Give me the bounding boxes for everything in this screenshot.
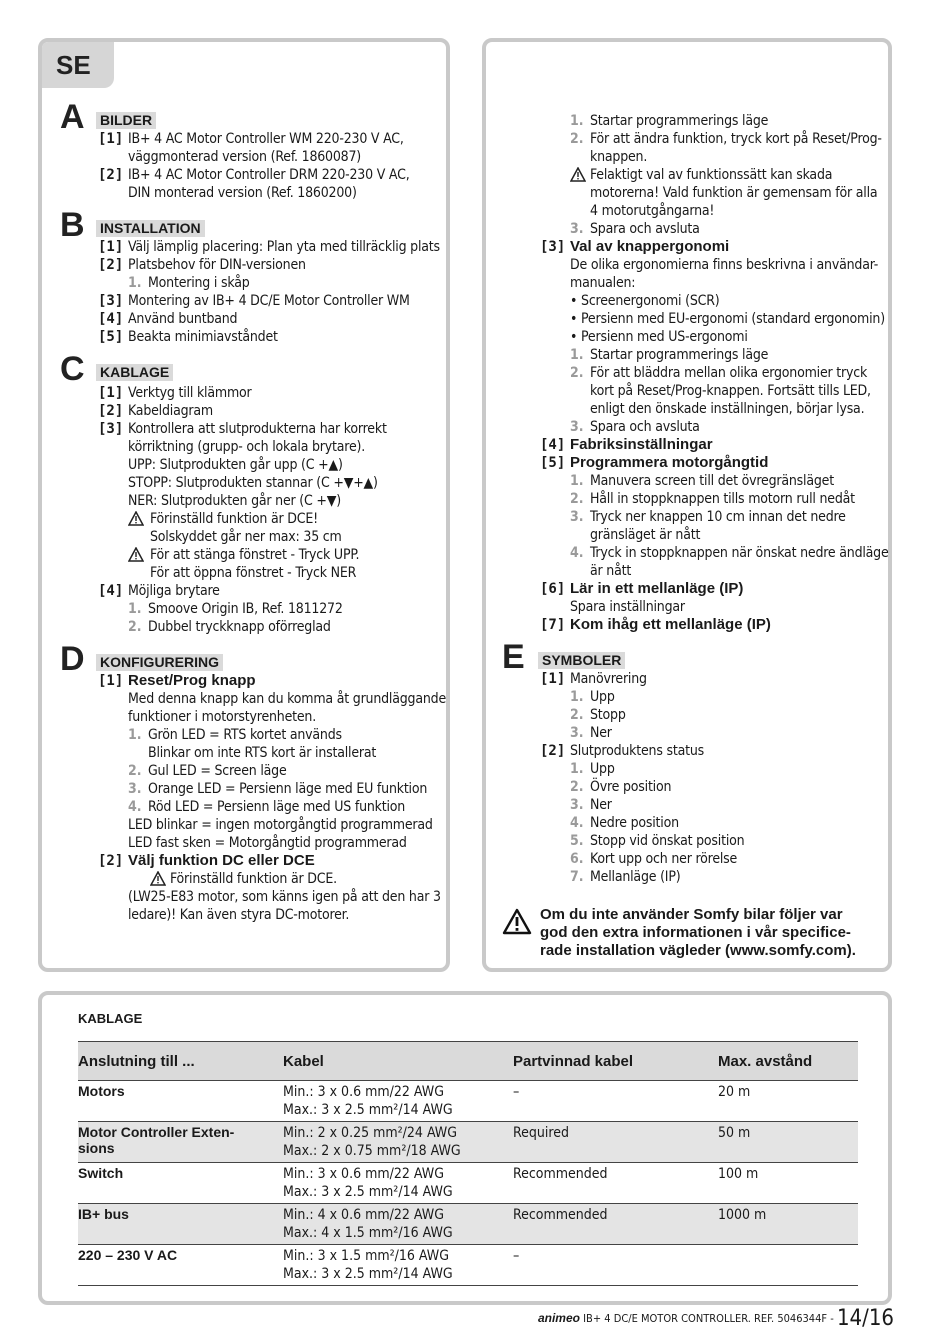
subheading: Reset/Prog knapp [128, 672, 256, 689]
item-num: [1] [540, 671, 566, 687]
step-text: knappen. [590, 149, 648, 165]
step-text: Tryck in stoppknappen när önskat nedre ändläge [590, 545, 889, 561]
cell-name: IB+ bus [78, 1206, 129, 1222]
cell-cable: Min.: 2 x 0.25 mm²/24 AWG Max.: 2 x 0.75 mm²/18 AWG [283, 1125, 461, 1159]
step-text: För att bläddra mellan olika ergonomier tryck [590, 365, 868, 381]
step-num: 3. [570, 419, 584, 435]
item-num: [6] [540, 581, 566, 597]
step-text: Mellanläge (IP) [590, 869, 681, 885]
step-num: 7. [570, 869, 584, 885]
body-text: LED fast sken = Motorgångtid programmerad [128, 835, 407, 851]
warning-text: Förinställd funktion är DCE! [150, 511, 318, 527]
item-num: [2] [98, 403, 124, 419]
step-text: Orange LED = Persienn läge med EU funktion [148, 781, 428, 797]
cell-cable: Min.: 3 x 0.6 mm/22 AWG Max.: 3 x 2.5 mm²/14 AWG [283, 1166, 453, 1200]
page-number: 14/16 [836, 1306, 894, 1331]
item-text: väggmonterad version (Ref. 1860087) [128, 149, 362, 165]
brand-name: animeo [537, 1311, 580, 1325]
section-a-letter: A [60, 98, 85, 136]
step-text: Kort upp och ner rörelse [590, 851, 738, 867]
step-text: Upp [590, 689, 615, 705]
item-text: Använd buntband [128, 311, 238, 327]
item-num: [1] [98, 385, 124, 401]
section-a-title: BILDER [96, 112, 156, 129]
item-text: Montering av IB+ 4 DC/E Motor Controller WM [128, 293, 410, 309]
table-row [78, 1081, 858, 1122]
cell-max: 100 m [718, 1166, 759, 1182]
step-num: 1. [128, 275, 142, 291]
item-text: IB+ 4 AC Motor Controller DRM 220-230 V AC, [128, 167, 410, 183]
warning-text: Felaktigt val av funktionssätt kan skada [590, 167, 833, 183]
step-num: 1. [570, 473, 584, 489]
cell-twisted: – [513, 1248, 520, 1264]
item-text: Beakta minimiavståndet [128, 329, 278, 345]
item-num: [4] [98, 311, 124, 327]
section-b-letter: B [60, 206, 85, 244]
cell-name: Motors [78, 1083, 125, 1099]
step-text: Upp [590, 761, 615, 777]
item-num: [1] [98, 673, 124, 689]
step-num: 1. [570, 761, 584, 777]
step-num: 3. [570, 797, 584, 813]
step-text: Spara och avsluta [590, 419, 700, 435]
item-num: [2] [540, 743, 566, 759]
step-num: 2. [128, 619, 142, 635]
table-panel [38, 991, 892, 1305]
item-num: [5] [98, 329, 124, 345]
warning-text: Förinställd funktion är DCE. [170, 871, 337, 887]
step-text: Spara och avsluta [590, 221, 700, 237]
section-d-letter: D [60, 640, 85, 678]
warning-text: För att stänga fönstret - Tryck UPP. [150, 547, 360, 563]
warning-text: 4 motorutgångarna! [590, 203, 715, 219]
item-text: Verktyg till klämmor [128, 385, 252, 401]
item-num: [2] [98, 257, 124, 273]
body-text: LED blinkar = ingen motorgångtid programmerad [128, 817, 433, 833]
right-panel [482, 38, 892, 972]
cell-name: Motor Controller Exten- sions [78, 1124, 235, 1156]
section-e-title: SYMBOLER [538, 652, 625, 669]
item-text: NER: Slutprodukten går ner (C +▼) [128, 493, 341, 509]
warning-icon [128, 547, 144, 562]
bullet-item: • Persienn med US-ergonomi [570, 329, 748, 345]
cell-name: 220 – 230 V AC [78, 1247, 178, 1263]
cell-cable: Min.: 3 x 1.5 mm²/16 AWG Max.: 3 x 2.5 mm²/14 AWG [283, 1248, 453, 1282]
cell-cable: Min.: 3 x 0.6 mm/22 AWG Max.: 3 x 2.5 mm²/14 AWG [283, 1084, 453, 1118]
step-num: 2. [570, 365, 584, 381]
footer-text: IB+ 4 DC/E MOTOR CONTROLLER. REF. 5046344F - [583, 1312, 834, 1325]
step-text: Grön LED = RTS kortet används [148, 727, 342, 743]
item-text: DIN monterad version (Ref. 1860200) [128, 185, 357, 201]
section-d-title: KONFIGURERING [96, 654, 223, 671]
step-text: Blinkar om inte RTS kort är installerat [148, 745, 377, 761]
warning-icon [570, 167, 586, 182]
cell-max: 50 m [718, 1125, 751, 1141]
cell-twisted: – [513, 1084, 520, 1100]
cell-cable: Min.: 4 x 0.6 mm/22 AWG Max.: 4 x 1.5 mm²/16 AWG [283, 1207, 453, 1241]
item-num: [2] [98, 853, 124, 869]
cell-max [718, 1245, 858, 1286]
cell-max: 20 m [718, 1084, 751, 1100]
step-text: Montering i skåp [148, 275, 250, 291]
note-text: god den extra informationen i vår specifice- [540, 924, 851, 941]
subheading: Lär in ett mellanläge (IP) [570, 580, 744, 597]
bullet-item: • Persienn med EU-ergonomi (standard ergonomin) [570, 311, 885, 327]
cell-name: Switch [78, 1165, 124, 1181]
cell-twisted: Required [513, 1125, 569, 1141]
warning-text: För att öppna fönstret - Tryck NER [150, 565, 357, 581]
step-num: 5. [570, 833, 584, 849]
body-text: Spara inställningar [570, 599, 685, 615]
item-num: [3] [540, 239, 566, 255]
step-text: enligt den önskade inställningen, börjar lysa. [590, 401, 865, 417]
header-cell: Anslutning till ... [78, 1052, 195, 1070]
body-text: (LW25-E83 motor, som känns igen på att den har 3 [128, 889, 441, 905]
step-text: För att ändra funktion, tryck kort på Reset/Prog- [590, 131, 882, 147]
step-num: 6. [570, 851, 584, 867]
step-num: 4. [128, 799, 142, 815]
step-num: 2. [570, 779, 584, 795]
item-text: UPP: Slutprodukten går upp (C +▲) [128, 457, 343, 473]
item-num: [3] [98, 293, 124, 309]
step-text: Stopp [590, 707, 626, 723]
section-b-title: INSTALLATION [96, 220, 205, 237]
table-row [78, 1122, 858, 1163]
item-num: [1] [98, 131, 124, 147]
step-num: 1. [128, 727, 142, 743]
step-text: Startar programmerings läge [590, 113, 769, 129]
step-text: Dubbel tryckknapp oförreglad [148, 619, 331, 635]
step-num: 1. [570, 113, 584, 129]
item-text: STOPP: Slutprodukten stannar (C +▼+▲) [128, 475, 378, 491]
cell-max: 1000 m [718, 1207, 767, 1223]
step-text: Röd LED = Persienn läge med US funktion [148, 799, 406, 815]
warning-icon [128, 511, 144, 526]
step-text: Stopp vid önskat position [590, 833, 745, 849]
step-num: 1. [570, 347, 584, 363]
step-num: 3. [570, 725, 584, 741]
table-row [78, 1163, 858, 1204]
item-text: Möjliga brytare [128, 583, 220, 599]
item-num: [3] [98, 421, 124, 437]
body-text: funktioner i motorstyrenheten. [128, 709, 316, 725]
step-text: Tryck ner knappen 10 cm innan det nedre [590, 509, 846, 525]
step-num: 3. [570, 221, 584, 237]
section-c-title: KABLAGE [96, 364, 173, 381]
step-num: 2. [570, 491, 584, 507]
warning-icon [502, 908, 532, 935]
left-panel [38, 38, 450, 972]
header-cell: Partvinnad kabel [513, 1052, 634, 1070]
subheading: Programmera motorgångtid [570, 454, 769, 471]
step-text: Ner [590, 797, 612, 813]
step-text: Övre position [590, 779, 672, 795]
header-cell: Kabel [283, 1052, 324, 1070]
item-num: [5] [540, 455, 566, 471]
item-num: [4] [98, 583, 124, 599]
step-text: Smoove Origin IB, Ref. 1811272 [148, 601, 343, 617]
note-text: Om du inte använder Somfy bilar följer var [540, 906, 843, 923]
step-text: Startar programmerings läge [590, 347, 769, 363]
step-text: Ner [590, 725, 612, 741]
subheading: Välj funktion DC eller DCE [128, 852, 315, 869]
step-text: Håll in stoppknappen tills motorn rull nedåt [590, 491, 855, 507]
warning-text: Solskyddet går ner max: 35 cm [150, 529, 342, 545]
table-row [78, 1245, 858, 1286]
body-text: ledare)! Kan även styra DC-motorer. [128, 907, 350, 923]
item-text: Välj lämplig placering: Plan yta med tillräcklig plats [128, 239, 440, 255]
step-num: 1. [570, 689, 584, 705]
step-text: Manuvera screen till det övregränsläget [590, 473, 834, 489]
cell-twisted: Recommended [513, 1207, 608, 1223]
item-text: Platsbehov för DIN-versionen [128, 257, 306, 273]
cable-table [78, 1041, 858, 1286]
subheading: Fabriksinställningar [570, 436, 713, 453]
step-num: 1. [128, 601, 142, 617]
step-num: 2. [570, 131, 584, 147]
body-text: De olika ergonomierna finns beskrivna i användar- [570, 257, 879, 273]
step-text: kort på Reset/Prog-knappen. Fortsätt tills LED, [590, 383, 871, 399]
language-tab: SE [42, 42, 114, 88]
bullet-item: • Screenergonomi (SCR) [570, 293, 720, 309]
step-text: gränsläget är nått [590, 527, 701, 543]
table-title: KABLAGE [78, 1011, 143, 1026]
step-num: 2. [128, 763, 142, 779]
table-header [78, 1042, 858, 1081]
item-text: Kabeldiagram [128, 403, 213, 419]
header-cell: Max. avstånd [718, 1052, 813, 1070]
step-num: 3. [128, 781, 142, 797]
cell-twisted: Recommended [513, 1166, 608, 1182]
item-num: [7] [540, 617, 566, 633]
subheading: Kom ihåg ett mellanläge (IP) [570, 616, 771, 633]
step-num: 3. [570, 509, 584, 525]
note-text: rade installation vägleder (www.somfy.com). [540, 942, 856, 959]
subheading: Val av knappergonomi [570, 238, 730, 255]
body-text: manualen: [570, 275, 636, 291]
warning-text: motorerna! Vald funktion är gemensam för alla [590, 185, 878, 201]
body-text: Med denna knapp kan du komma åt grundläggande [128, 691, 446, 707]
item-text: Manövrering [570, 671, 647, 687]
section-c-letter: C [60, 350, 85, 388]
section-e-letter: E [502, 638, 525, 676]
item-text: IB+ 4 AC Motor Controller WM 220-230 V AC, [128, 131, 404, 147]
step-text: är nått [590, 563, 632, 579]
item-text: körriktning (grupp- och lokala brytare). [128, 439, 366, 455]
item-text: Kontrollera att slutprodukterna har korrekt [128, 421, 387, 437]
step-text: Nedre position [590, 815, 679, 831]
item-text: Slutproduktens status [570, 743, 704, 759]
page-footer [538, 1306, 894, 1331]
warning-icon [150, 871, 166, 886]
item-num: [2] [98, 167, 124, 183]
step-num: 4. [570, 545, 584, 561]
item-num: [4] [540, 437, 566, 453]
item-num: [1] [98, 239, 124, 255]
step-text: Gul LED = Screen läge [148, 763, 287, 779]
step-num: 2. [570, 707, 584, 723]
table-row [78, 1204, 858, 1245]
step-num: 4. [570, 815, 584, 831]
